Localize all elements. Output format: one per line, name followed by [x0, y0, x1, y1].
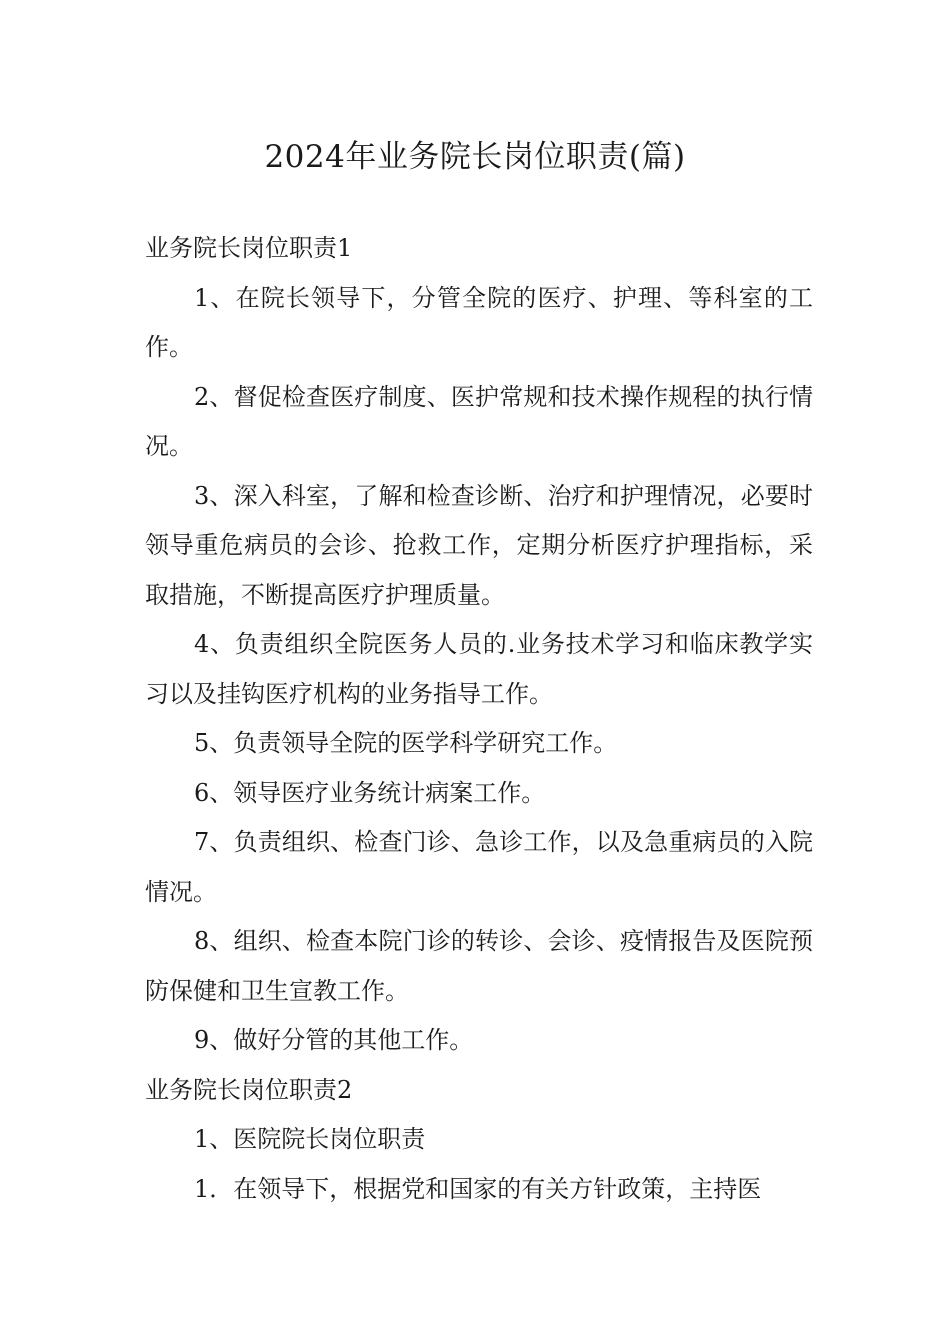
duty-item-7: 7、负责组织、检查门诊、急诊工作，以及急重病员的入院情况。 — [145, 828, 813, 906]
duty-item-5: 5、负责领导全院的医学科学研究工作。 — [194, 729, 618, 757]
section-heading-2: 业务院长岗位职责2 — [145, 1075, 353, 1104]
duty-item-3: 3、深入科室，了解和检查诊断、治疗和护理情况，必要时领导重危病员的会诊、抢救工作，定期分析医疗护理指标，采取措施，不断提高医疗护理质量。 — [145, 481, 813, 609]
duty-item-2: 2、督促检查医疗制度、医护常规和技术操作规程的执行情况。 — [145, 382, 813, 460]
duty-item-4: 4、负责组织全院医务人员的.业务技术学习和临床教学实习以及挂钩医疗机构的业务指导工作。 — [145, 630, 813, 708]
duty-item-1: 1、在院长领导下，分管全院的医疗、护理、等科室的工作。 — [145, 283, 813, 361]
subsection-heading: 1、医院院长岗位职责 — [194, 1125, 426, 1153]
duty-item-continued: 1．在领导下，根据党和国家的有关方针政策，主持医 — [194, 1174, 762, 1203]
document-title: 2024年业务院长岗位职责(篇) — [264, 139, 686, 175]
duty-item-8: 8、组织、检查本院门诊的转诊、会诊、疫情报告及医院预防保健和卫生宣教工作。 — [145, 927, 813, 1005]
duty-item-6: 6、领导医疗业务统计病案工作。 — [194, 778, 546, 807]
section-heading-1: 业务院长岗位职责1 — [145, 234, 353, 262]
duty-item-9: 9、做好分管的其他工作。 — [194, 1026, 474, 1054]
document-body — [145, 224, 813, 1214]
